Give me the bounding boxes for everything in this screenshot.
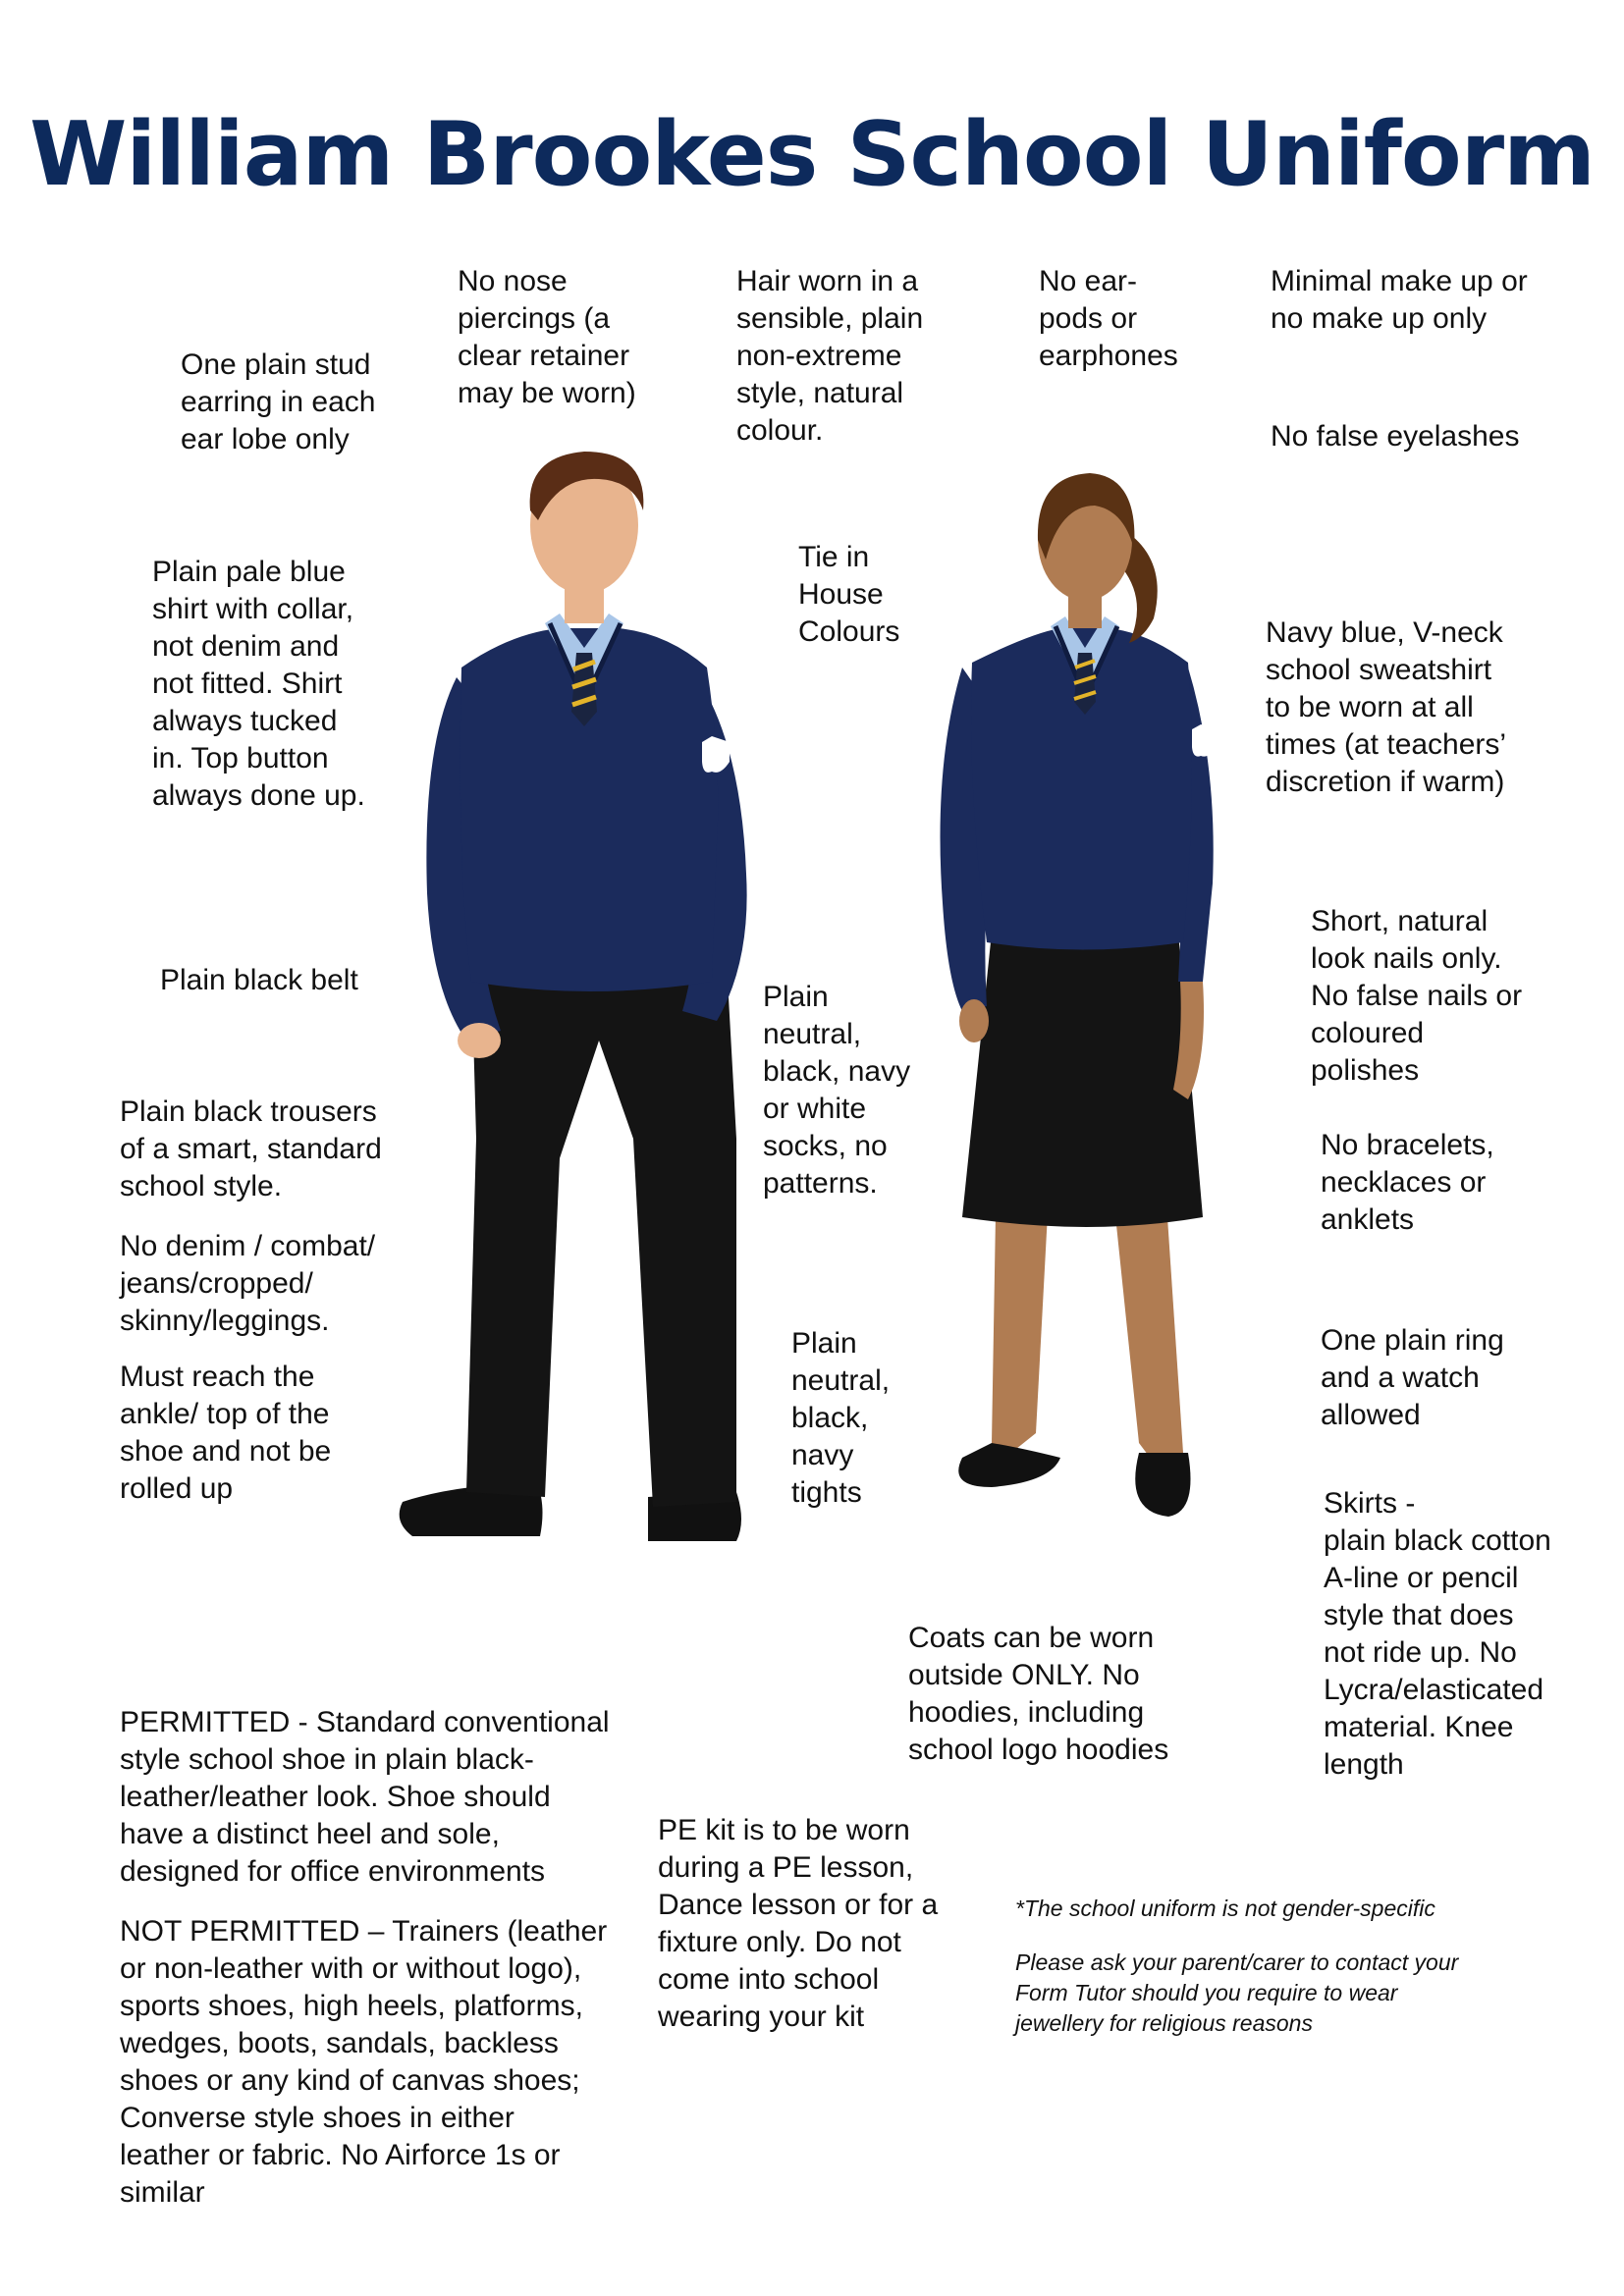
note-jewellery: Please ask your parent/carer to contact your Form Tutor should you require to wear jewellery for religious reasons bbox=[1015, 1949, 1459, 2036]
note-permitted-shoes: PERMITTED - Standard conventional style school shoe in plain black- leather/leather look. Shoe should have a distinct heel and sole, designed for office environments bbox=[120, 1706, 610, 1888]
note-earpods: No ear- pods or earphones bbox=[1039, 265, 1178, 372]
note-denim: No denim / combat/ jeans/cropped/ skinny/leggings. bbox=[120, 1230, 376, 1337]
note-bracelets: No bracelets, necklaces or anklets bbox=[1321, 1129, 1494, 1236]
note-belt: Plain black belt bbox=[160, 964, 358, 996]
note-nose-piercings: No nose piercings (a clear retainer may be worn) bbox=[458, 265, 636, 409]
note-sweatshirt: Navy blue, V-neck school sweatshirt to be worn at all times (at teachers’ discretion if warm) bbox=[1266, 616, 1507, 798]
note-tights: Plain neutral, black, navy tights bbox=[791, 1327, 891, 1509]
note-gender: *The school uniform is not gender-specific bbox=[1015, 1896, 1435, 1921]
note-skirts: Skirts - plain black cotton A-line or pencil style that does not ride up. No Lycra/elasticated material. Knee length bbox=[1324, 1487, 1551, 1781]
note-nails: Short, natural look nails only. No false nails or coloured polishes bbox=[1311, 905, 1523, 1087]
note-tie: Tie in House Colours bbox=[798, 541, 900, 648]
note-eyelashes: No false eyelashes bbox=[1271, 420, 1520, 453]
page-title: William Brookes School Uniform bbox=[29, 103, 1595, 206]
note-ankle: Must reach the ankle/ top of the shoe and not be rolled up bbox=[120, 1361, 332, 1505]
boy-figure bbox=[363, 452, 815, 1590]
note-earring: One plain stud earring in each ear lobe only bbox=[181, 348, 376, 455]
note-not-permitted-shoes: NOT PERMITTED – Trainers (leather or non-leather with or without logo), sports shoes, high heels, platforms, wedges, boots, sandals, backless shoes or any kind of canvas shoes; Converse style shoes in either leather or fabric. No Airforce 1s or similar bbox=[120, 1915, 608, 2209]
note-hair: Hair worn in a sensible, plain non-extreme style, natural colour. bbox=[736, 265, 924, 447]
note-ring: One plain ring and a watch allowed bbox=[1321, 1324, 1504, 1431]
note-coats: Coats can be worn outside ONLY. No hoodies, including school logo hoodies bbox=[908, 1622, 1169, 1766]
note-shirt: Plain pale blue shirt with collar, not denim and not fitted. Shirt always tucked in. Top button always done up. bbox=[152, 556, 365, 812]
note-trousers: Plain black trousers of a smart, standard school style. bbox=[120, 1095, 382, 1202]
girl-figure bbox=[903, 471, 1257, 1590]
note-pe-kit: PE kit is to be worn during a PE lesson, Dance lesson or for a fixture only. Do not come into school wearing your kit bbox=[658, 1814, 939, 2033]
note-socks: Plain neutral, black, navy or white socks, no patterns. bbox=[763, 981, 911, 1200]
note-makeup: Minimal make up or no make up only bbox=[1271, 265, 1528, 335]
